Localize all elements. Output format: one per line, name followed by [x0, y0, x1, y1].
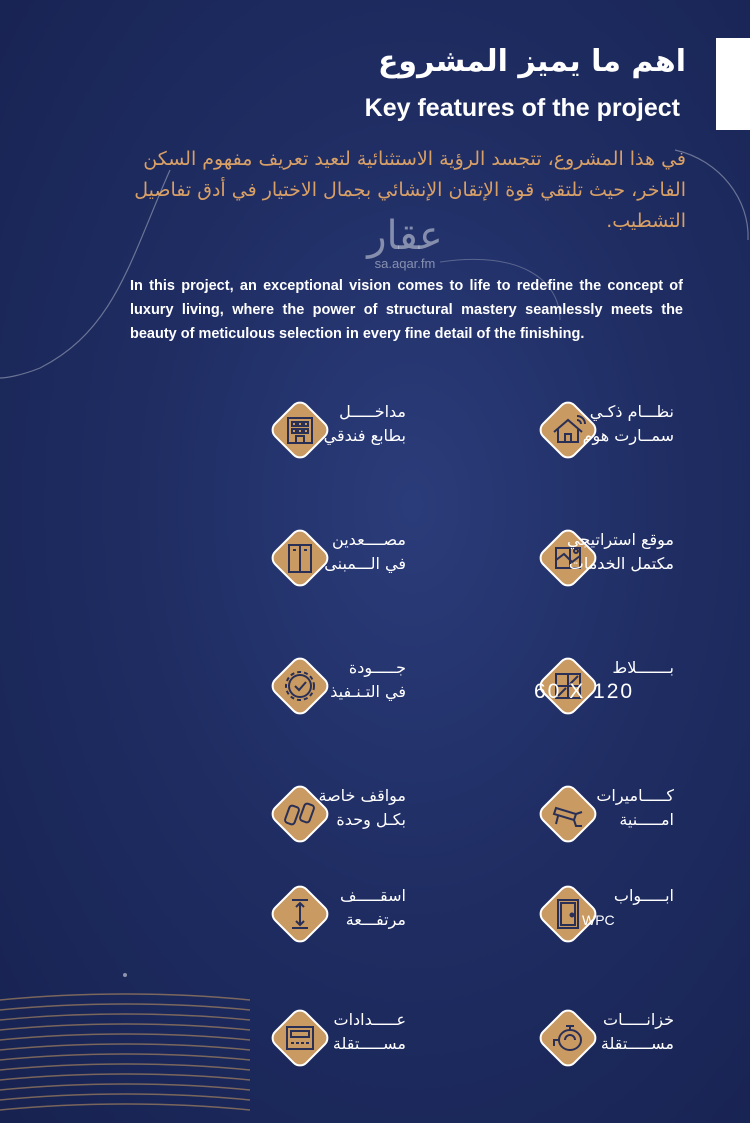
feature-line2: مســـــتقلة [600, 1034, 674, 1053]
feature-line2: 60 X 120 [534, 680, 635, 703]
feature-line2: سمــارت هوم [582, 426, 674, 445]
feature-line2: امـــــنية [619, 810, 674, 829]
feature-line1: اسقـــــف [340, 886, 406, 905]
feature-line1: موقع استراتيجي [567, 530, 674, 549]
feature-line2: في الـــمبنى [324, 554, 406, 573]
feature-line1: خزانـــــات [603, 1010, 674, 1029]
feature-line2: WPC [582, 912, 615, 928]
feature-line1: مداخـــــل [339, 402, 406, 421]
feature-line2: مســـــتقلة [332, 1034, 406, 1053]
intro-arabic: في هذا المشروع، تتجسد الرؤية الاستثنائية لتعيد تعريف مفهوم السكن الفاخر، حيث تلتقي قوة الإتقان الإنشائي بجمال الاختيار في أدق تفاصيل التشطيب. [134, 148, 686, 232]
feature-line1: بـــــــلاط [612, 658, 674, 677]
feature-line2: في التـنـفيذ [330, 682, 406, 701]
feature-label [266, 1008, 406, 1056]
feature-line1: مصــــعدين [332, 530, 406, 549]
feature-line2: بكـل وحدة [336, 810, 406, 829]
feature-line1: كـــــاميرات [596, 786, 674, 805]
page-title-arabic: اهم ما يميز المشروع [377, 44, 686, 79]
watermark-logo: عقار [367, 213, 443, 259]
feature-strategic-location [530, 520, 750, 596]
watermark-site: sa.aqar.fm [374, 256, 436, 271]
feature-line1: جـــــودة [348, 658, 406, 677]
feature-tiles [530, 648, 750, 724]
feature-label [534, 528, 674, 576]
feature-label [534, 656, 674, 704]
feature-line2: مرتفـــعة [345, 910, 406, 929]
feature-line1: ابـــــواب [613, 886, 674, 905]
intro-english: In this project, an exceptional vision comes to life to redefine the concept of luxury living, where the power of structural mastery seamlessly meets the beauty of meticulous selection in every fine detail of the finishing. [130, 278, 683, 342]
feature-label [266, 884, 406, 932]
feature-label [266, 400, 406, 448]
feature-quality [262, 648, 502, 724]
feature-label [534, 784, 674, 832]
feature-label [534, 1008, 674, 1056]
feature-tanks [530, 1000, 750, 1076]
feature-doors [530, 876, 750, 952]
feature-line2: بطابع فندقي [323, 426, 406, 445]
feature-meters [262, 1000, 502, 1076]
feature-label [266, 528, 406, 576]
feature-ceilings [262, 876, 502, 952]
feature-line2: مكتمل الخدمات [568, 554, 674, 573]
feature-label [266, 656, 406, 704]
watermark [340, 214, 470, 271]
page-title-english: Key features of the project [364, 94, 680, 122]
white-corner-bar [716, 38, 750, 130]
feature-line1: عـــــدادات [333, 1010, 406, 1029]
feature-smart-home [530, 392, 750, 468]
feature-line1: نظـــام ذكـي [589, 402, 674, 421]
feature-label [534, 884, 674, 932]
feature-line1: مواقف خاصة [318, 786, 406, 805]
feature-hotel-entrances [262, 392, 502, 468]
feature-parking [262, 776, 502, 852]
feature-label [266, 784, 406, 832]
feature-elevators [262, 520, 502, 596]
feature-cameras [530, 776, 750, 852]
feature-label [534, 400, 674, 448]
